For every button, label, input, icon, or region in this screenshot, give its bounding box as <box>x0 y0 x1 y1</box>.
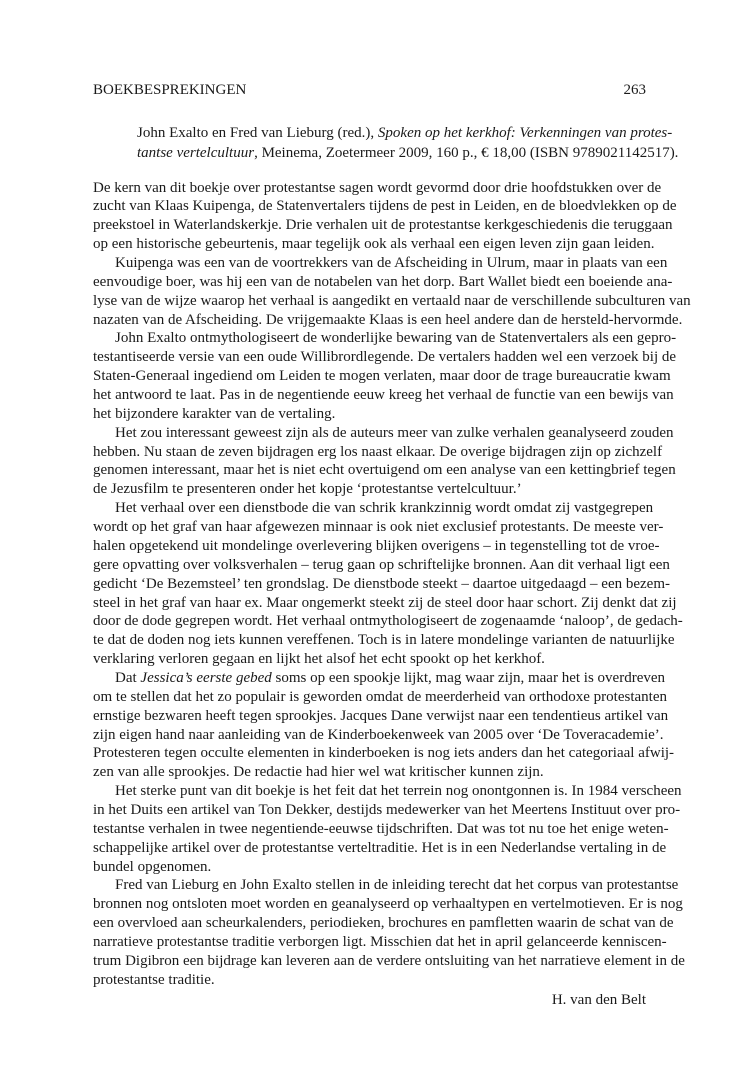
text-line: een overvloed aan scheurkalenders, periodieken, brochures en pamfletten waarin de schat van de <box>93 915 674 932</box>
text-line: Het zou interessant geweest zijn als de auteurs meer van zulke verhalen geanalyseerd zouden <box>115 424 674 441</box>
paragraph <box>93 876 685 989</box>
text-line: protestantse traditie. <box>93 971 215 988</box>
text-line: steel in het graf van haar ex. Maar ongemerkt steekt zij de steel door haar schort. Zij denkt dat zij <box>93 594 677 611</box>
text-line: halen opgetekend uit mondelinge overlevering blijken overigens – in tegenstelling tot de vroe- <box>93 537 660 554</box>
paragraph <box>93 254 691 329</box>
text-segment: , Meinema, Zoetermeer 2009, 160 p., € 18,00 (ISBN 9789021142517). <box>254 145 679 161</box>
text-line: bronnen nog ontsloten moet worden en geanalyseerd op verhaaltypen en vertelmotieven. Er is nog <box>93 896 683 913</box>
text-line: testantiseerde versie van een oude Willibrordlegende. De vertalers hadden wel een verzoek bij de <box>93 349 677 366</box>
text-line: Protesteren tegen occulte elementen in kinderboeken is nog iets anders dan het categoriaal afwij- <box>93 745 675 762</box>
text-line: schappelijke artikel over de protestantse verteltraditie. Het is in een Nederlandse vertaling in de <box>93 839 667 856</box>
text-line: eenvoudige boer, was hij een van de notabelen van het dorp. Bart Wallet biedt een boeiende ana- <box>93 273 673 290</box>
text-line: Kuipenga was een van de voortrekkers van de Afscheiding in Ulrum, maar in plaats van een <box>115 255 668 272</box>
text-line: om te stellen dat het zo populair is geworden omdat de meerderheid van orthodoxe protestanten <box>93 688 667 705</box>
book-citation <box>137 123 679 163</box>
paragraph <box>93 179 677 254</box>
text-line: nazaten van de Afscheiding. De vrijgemaakte Klaas is een heel andere dan de hersteld-hervormde. <box>93 311 683 328</box>
paragraph <box>93 424 676 499</box>
text-line: trum Digibron een bijdrage kan leveren aan de verdere ontsluiting van het narratieve element in de <box>93 952 685 969</box>
paragraph <box>93 329 677 423</box>
text-line: zucht van Klaas Kuipenga, de Statenvertalers tijdens de pest in Leiden, en de bloedvlekken op de <box>93 198 677 215</box>
text-line: narratieve protestantse traditie verborgen ligt. Misschien dat het in april gelanceerde kenniscen- <box>93 933 667 950</box>
text-line: testantse verhalen in twee negentiende-eeuwse tijdschriften. Dat was tot nu toe het enige weten- <box>93 820 669 837</box>
text-line: gere opvatting over volksverhalen – terug gaan op schriftelijke bronnen. Aan dit verhaal ligt een <box>93 556 670 573</box>
italic-title: tantse vertelcultuur <box>137 145 255 161</box>
text-line <box>137 123 673 143</box>
paragraph <box>93 669 675 782</box>
text-line: Staten-Generaal ingediend om Leiden te mogen verlaten, maar door de trage bureaucratie kwam <box>93 368 671 385</box>
text-line: wordt op het graf van haar afgewezen minnaar is ook niet exclusief protestants. De meeste ver- <box>93 519 664 536</box>
italic-title: Jessica’s eerste gebed <box>140 669 272 686</box>
text-line: gedicht ‘De Bezemsteel’ ten grondslag. De dienstbode steekt – daartoe uitgedaagd – een bezem- <box>93 575 670 592</box>
text-line: het antwoord te laat. Pas in de negentiende eeuw kreeg het verhaal de functie van een bewijs van <box>93 387 674 404</box>
text-line: ernstige bezwaren heeft tegen sprookjes. Jacques Dane verwijst naar een tendentieus artikel van <box>93 707 669 724</box>
text-line: preekstoel in Waterlandskerkje. Drie verhalen uit de protestantse kerkgeschiedenis die teruggaan <box>93 217 673 234</box>
running-header <box>93 80 646 100</box>
text-line: Het verhaal over een dienstbode die van schrik krankzinnig wordt omdat zij vastgegrepen <box>115 500 654 517</box>
text-line: lyse van de wijze waarop het verhaal is aangedikt en vertaald naar de verschillende subculturen van <box>93 292 691 309</box>
text-line: Fred van Lieburg en John Exalto stellen in de inleiding terecht dat het corpus van protestantse <box>115 877 679 894</box>
text-line: in het Duits een artikel van Ton Dekker, destijds medewerker van het Meertens Instituut over pro- <box>93 801 681 818</box>
text-line: door de dode gegrepen wordt. Het verhaal ontmythologiseert de zogenaamde ‘naloop’, de gedach- <box>93 613 683 630</box>
reviewer-signature: H. van den Belt <box>551 991 646 1008</box>
text-line: Het sterke punt van dit boekje is het feit dat het terrein nog onontgonnen is. In 1984 verscheen <box>115 783 682 800</box>
review-body <box>93 179 691 990</box>
text-line: zijn eigen hand naar aanleiding van de Kinderboekenweek van 2005 over ‘De Toveracademie’. <box>93 726 664 743</box>
text-line: John Exalto ontmythologiseert de wonderlijke bewaring van de Statenvertalers als een gepro- <box>115 330 677 347</box>
text-line: hebben. Nu staan de zeven bijdragen erg los naast elkaar. De overige bijdragen zijn op zichzelf <box>93 443 663 460</box>
section-title: BOEKBESPREKINGEN <box>93 82 247 98</box>
text-line <box>137 143 679 163</box>
text-line: genomen interessant, maar het is niet echt overtuigend om een analyse van een kettingbrief tegen <box>93 462 676 479</box>
text-line: bundel opgenomen. <box>93 858 212 875</box>
text-line <box>93 669 666 688</box>
text-line: de Jezusfilm te presenteren onder het kopje ‘protestantse vertelcultuur.’ <box>93 481 522 498</box>
paragraph <box>93 782 682 876</box>
page-number: 263 <box>623 82 646 98</box>
text-line: op een historische gebeurtenis, maar tegelijk ook als verhaal een eigen leven zijn gaan leiden. <box>93 236 655 253</box>
text-line: te dat de doden nog iets kunnen vereffenen. Toch is in latere mondelinge varianten de natuurlijke <box>93 632 675 649</box>
text-segment: John Exalto en Fred van Lieburg (red.), <box>137 125 378 141</box>
paragraph <box>93 499 683 669</box>
text-segment: Dat <box>115 669 141 686</box>
italic-title: Spoken op het kerkhof: Verkenningen van protes- <box>377 125 673 141</box>
text-segment: soms op een spookje lijkt, mag waar zijn, maar het is overdreven <box>271 669 666 686</box>
text-line: het bijzondere karakter van de vertaling. <box>93 405 336 422</box>
text-line: zen van alle sprookjes. De redactie had hier wel wat kritischer kunnen zijn. <box>93 764 544 781</box>
text-line: De kern van dit boekje over protestantse sagen wordt gevormd door drie hoofdstukken over de <box>93 179 662 196</box>
text-line: verklaring verloren gegaan en lijkt het alsof het echt spookt op het kerkhof. <box>93 651 545 668</box>
